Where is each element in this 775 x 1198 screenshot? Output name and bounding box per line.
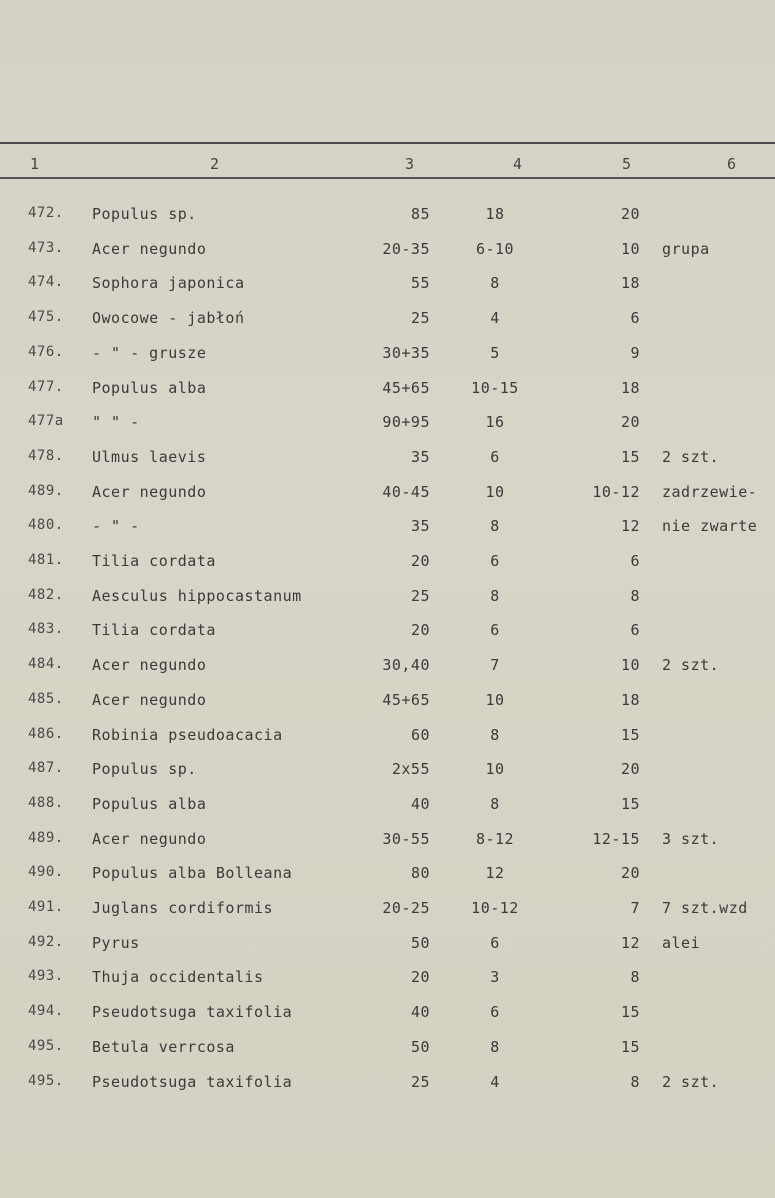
table-row: [0, 483, 775, 517]
row-number: 486.: [28, 725, 64, 742]
species-name: Betula verrcosa: [92, 1037, 235, 1056]
table-row: [0, 656, 775, 690]
column-4-value: 5: [490, 343, 500, 362]
column-3-value: 20: [410, 552, 430, 570]
column-3-value: 30+35: [382, 343, 430, 362]
species-name: Ulmus laevis: [92, 447, 207, 466]
column-5-value: 20: [620, 205, 640, 223]
column-3-value: 35: [410, 517, 430, 536]
column-5-value: 18: [620, 274, 640, 293]
column-3-value: 20: [410, 621, 430, 640]
column-3-value: 90+95: [382, 413, 430, 432]
table-row: [0, 1038, 775, 1072]
column-3-value: 30-55: [382, 829, 430, 848]
table-row: [0, 413, 775, 447]
remarks: 2 szt.: [662, 656, 720, 675]
column-4-value: 18: [485, 205, 505, 223]
column-4-value: 8: [490, 274, 500, 293]
column-5-value: 20: [620, 864, 640, 883]
column-4-value: 6: [490, 933, 500, 952]
table-row: [0, 830, 775, 864]
species-name: Robinia pseudoacacia: [92, 725, 283, 744]
remarks: nie zwarte: [662, 517, 758, 536]
column-5-value: 10: [620, 239, 640, 258]
column-4-value: 4: [490, 309, 500, 328]
column-4-value: 10: [485, 690, 505, 709]
column-3-value: 20-35: [382, 239, 430, 258]
column-3-value: 45+65: [382, 690, 430, 709]
remarks: 3 szt.: [662, 829, 720, 848]
column-4-value: 4: [490, 1072, 500, 1091]
species-name: Acer negundo: [92, 656, 207, 675]
table-row: [0, 448, 775, 482]
species-name: Juglans cordiformis: [92, 899, 274, 917]
row-number: 482.: [28, 586, 64, 603]
row-number: 484.: [28, 656, 64, 673]
column-4-value: 6: [490, 447, 500, 466]
row-number: 489.: [28, 482, 64, 499]
column-header-4: 4: [513, 155, 523, 173]
remarks: grupa: [662, 239, 710, 258]
column-4-value: 10: [485, 760, 505, 779]
species-name: Populus alba Bolleana: [92, 864, 293, 883]
remarks: zadrzewie-: [662, 482, 758, 501]
column-4-value: 8: [490, 725, 500, 744]
column-4-value: 10: [485, 482, 505, 501]
species-name: Populus sp.: [92, 205, 197, 223]
column-5-value: 18: [620, 690, 640, 709]
column-3-value: 25: [410, 309, 430, 328]
species-name: Acer negundo: [92, 482, 207, 501]
table-row: [0, 517, 775, 551]
table-row: [0, 552, 775, 586]
column-3-value: 25: [410, 586, 430, 605]
column-3-value: 55: [410, 274, 430, 293]
column-4-value: 10-12: [471, 899, 519, 917]
species-name: Tilia cordata: [92, 552, 216, 570]
column-header-3: 3: [405, 155, 415, 173]
column-5-value: 12-15: [592, 829, 640, 848]
column-header-2: 2: [210, 155, 220, 173]
remarks: 7 szt.wzd: [662, 899, 748, 917]
table-row: [0, 379, 775, 413]
column-4-value: 8: [490, 586, 500, 605]
table-row: [0, 795, 775, 829]
row-number: 490.: [28, 864, 64, 881]
column-3-value: 40: [410, 1003, 430, 1022]
column-header-6: 6: [727, 155, 737, 173]
column-header-1: 1: [30, 155, 40, 173]
table-row: [0, 691, 775, 725]
row-number: 492.: [28, 933, 64, 950]
row-number: 495.: [28, 1037, 64, 1054]
column-3-value: 40-45: [382, 482, 430, 501]
row-number: 477a: [28, 413, 64, 430]
column-5-value: 8: [630, 1072, 640, 1091]
row-number: 491.: [28, 899, 64, 915]
row-number: 475.: [28, 309, 64, 326]
column-5-value: 15: [620, 725, 640, 744]
remarks: 2 szt.: [662, 1072, 720, 1091]
column-3-value: 25: [410, 1072, 430, 1091]
column-5-value: 6: [630, 309, 640, 328]
row-number: 487.: [28, 760, 64, 777]
species-name: Pseudotsuga taxifolia: [92, 1003, 293, 1022]
species-name: " " -: [92, 413, 140, 432]
column-3-value: 20-25: [382, 899, 430, 917]
species-name: Sophora japonica: [92, 274, 245, 293]
column-4-value: 12: [485, 864, 505, 883]
species-name: Pyrus: [92, 933, 140, 952]
table-row: [0, 205, 775, 239]
species-name: Tilia cordata: [92, 621, 216, 640]
column-4-value: 6: [490, 552, 500, 570]
species-name: Thuja occidentalis: [92, 968, 264, 987]
row-number: 477.: [28, 378, 64, 395]
column-5-value: 10-12: [592, 482, 640, 501]
species-name: Aesculus hippocastanum: [92, 586, 302, 605]
column-4-value: 8-12: [475, 829, 515, 848]
column-3-value: 85: [410, 205, 430, 223]
column-4-value: 8: [490, 1037, 500, 1056]
column-5-value: 6: [630, 552, 640, 570]
table-header-rule: [0, 177, 775, 179]
column-4-value: 6-10: [475, 239, 515, 258]
column-5-value: 12: [620, 933, 640, 952]
column-3-value: 50: [410, 1037, 430, 1056]
row-number: 474.: [28, 274, 64, 291]
column-5-value: 15: [620, 447, 640, 466]
table-row: [0, 760, 775, 794]
column-4-value: 8: [490, 517, 500, 536]
column-5-value: 12: [620, 517, 640, 536]
row-number: 481.: [28, 552, 64, 568]
column-3-value: 80: [410, 864, 430, 883]
column-3-value: 20: [410, 968, 430, 987]
row-number: 476.: [28, 343, 64, 360]
column-3-value: 60: [410, 725, 430, 744]
column-3-value: 50: [410, 933, 430, 952]
remarks: alei: [662, 933, 701, 952]
column-4-value: 16: [485, 413, 505, 432]
row-number: 478.: [28, 447, 64, 464]
column-5-value: 18: [620, 378, 640, 397]
column-5-value: 8: [630, 586, 640, 605]
column-4-value: 3: [490, 968, 500, 987]
table-row: [0, 309, 775, 343]
table-row: [0, 1003, 775, 1037]
table-row: [0, 621, 775, 655]
column-5-value: 20: [620, 413, 640, 432]
row-number: 489.: [28, 829, 64, 846]
column-3-value: 40: [410, 794, 430, 813]
column-5-value: 8: [630, 968, 640, 987]
row-number: 494.: [28, 1003, 64, 1020]
row-number: 485.: [28, 690, 64, 707]
table-row: [0, 274, 775, 308]
column-3-value: 2x55: [391, 760, 430, 779]
row-number: 472.: [28, 205, 64, 221]
species-name: - " - grusze: [92, 343, 207, 362]
table-row: [0, 899, 775, 933]
column-4-value: 6: [490, 1003, 500, 1022]
table-row: [0, 587, 775, 621]
row-number: 488.: [28, 794, 64, 811]
column-3-value: 35: [410, 447, 430, 466]
column-5-value: 15: [620, 794, 640, 813]
table-row: [0, 344, 775, 378]
table-top-rule: [0, 142, 775, 144]
species-name: Acer negundo: [92, 239, 207, 258]
column-3-value: 30,40: [382, 656, 430, 675]
column-4-value: 6: [490, 621, 500, 640]
species-name: Pseudotsuga taxifolia: [92, 1072, 293, 1091]
column-header-5: 5: [622, 155, 632, 173]
table-row: [0, 934, 775, 968]
column-5-value: 15: [620, 1037, 640, 1056]
table-row: [0, 1073, 775, 1107]
table-row: [0, 726, 775, 760]
species-name: - " -: [92, 517, 140, 536]
column-3-value: 45+65: [382, 378, 430, 397]
column-5-value: 9: [630, 343, 640, 362]
species-name: Owocowe - jabłoń: [92, 309, 245, 328]
column-4-value: 7: [490, 656, 500, 675]
table-row: [0, 968, 775, 1002]
column-4-value: 10-15: [471, 378, 519, 397]
column-5-value: 20: [620, 760, 640, 779]
row-number: 483.: [28, 621, 64, 638]
table-row: [0, 864, 775, 898]
column-5-value: 10: [620, 656, 640, 675]
species-name: Acer negundo: [92, 690, 207, 709]
remarks: 2 szt.: [662, 447, 720, 466]
column-5-value: 6: [630, 621, 640, 640]
column-4-value: 8: [490, 794, 500, 813]
species-name: Acer negundo: [92, 829, 207, 848]
species-name: Populus alba: [92, 378, 207, 397]
species-name: Populus alba: [92, 794, 207, 813]
table-row: [0, 240, 775, 274]
row-number: 495.: [28, 1072, 64, 1089]
row-number: 493.: [28, 968, 64, 985]
species-name: Populus sp.: [92, 760, 197, 779]
column-5-value: 7: [630, 899, 640, 917]
column-5-value: 15: [620, 1003, 640, 1022]
row-number: 480.: [28, 517, 64, 534]
row-number: 473.: [28, 239, 64, 256]
